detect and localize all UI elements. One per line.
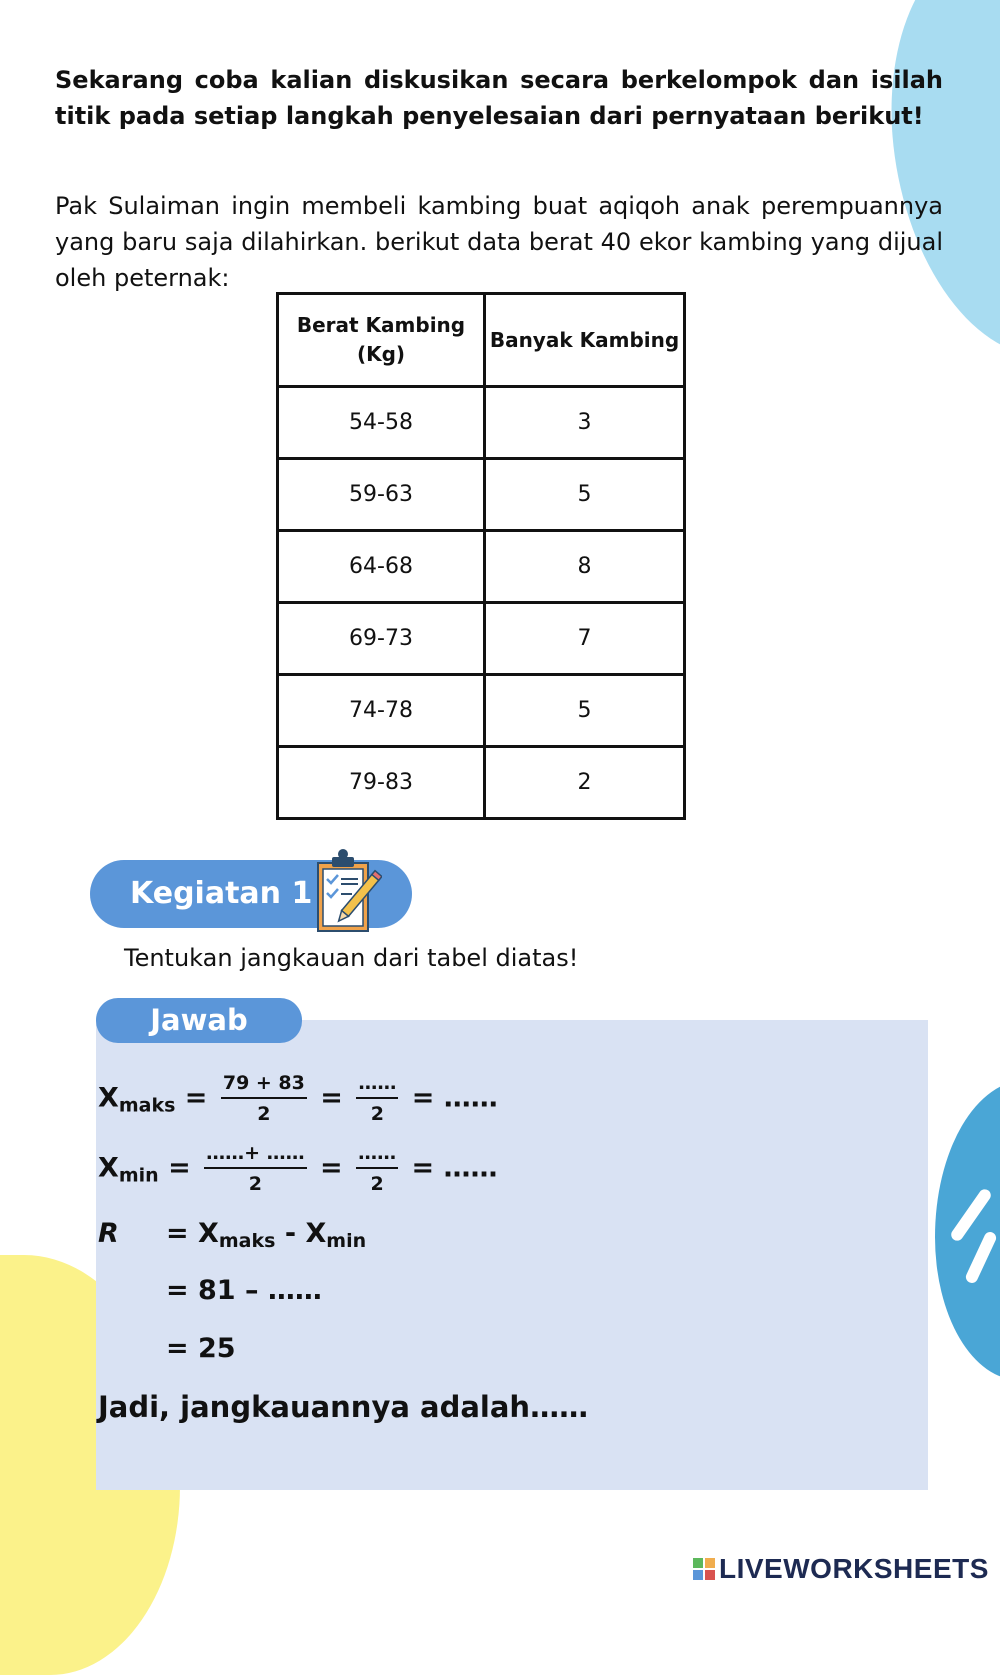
activity-label: Kegiatan 1 [130,876,313,911]
table-row [278,387,685,459]
problem-text: Pak Sulaiman ingin membeli kambing buat aqiqoh anak perempuannya yang baru saja dilahirkan. berikut data berat 40 ekor kambing yang dijual oleh peternak: [55,192,943,292]
goat-weight-table [276,292,686,820]
weight-cell: 69-73 [278,603,485,675]
table-header-row [278,294,685,387]
count-cell: 5 [485,459,685,531]
xmin-equation: $X_{min}$ = $\frac{\dots\dots+ \dots\dots}{2}$ = $\frac{\dots\dots}{2}$ = …… [98,1142,498,1195]
xmaks-blank-fraction: $\frac{\dots\dots}{2}$ [358,1072,397,1125]
decorative-blob-top-right [867,0,1000,374]
table-row [278,459,685,531]
weight-cell: 79-83 [278,747,485,819]
liveworksheets-logo-icon [693,1558,715,1580]
weight-cell: 59-63 [278,459,485,531]
weight-cell: 74-78 [278,675,485,747]
count-cell: 3 [485,387,685,459]
range-step-2[interactable]: = 81 – …… [166,1275,322,1306]
table-row [278,675,685,747]
clipboard-pencil-icon [312,845,382,935]
header-weight: Berat Kambing (Kg) [278,294,485,387]
table-row [278,747,685,819]
xmin-fraction: $\frac{\dots\dots+ \dots\dots}{2}$ [206,1142,305,1195]
weight-cell: 64-68 [278,531,485,603]
header-count: Banyak Kambing [485,294,685,387]
xmin-blank-fraction: $\frac{\dots\dots}{2}$ [358,1142,397,1195]
table-row [278,603,685,675]
table-row [278,531,685,603]
xmaks-fraction: $\frac{79 + 83}{2}$ [222,1072,305,1125]
range-formula: $R = X_{maks} - X_{min}$ [98,1218,367,1252]
count-cell: 7 [485,603,685,675]
xmaks-result-blank[interactable]: …… [443,1082,498,1114]
count-cell: 2 [485,747,685,819]
instruction-text: Sekarang coba kalian diskusikan secara berkelompok dan isilah titik pada setiap langkah penyelesaian dari pernyataan berikut! [55,66,943,130]
liveworksheets-brand: LIVEWORKSHEETS [693,1553,989,1585]
conclusion-text[interactable]: Jadi, jangkauannya adalah…… [98,1390,589,1424]
task-text: Tentukan jangkauan dari tabel diatas! [124,944,579,972]
xmaks-equation: $X_{maks}$ = $\frac{79 + 83}{2}$ = $\frac{\dots\dots}{2}$ = …… [98,1072,498,1125]
weight-cell: 54-58 [278,387,485,459]
xmin-result-blank[interactable]: …… [443,1152,498,1184]
count-cell: 8 [485,531,685,603]
count-cell: 5 [485,675,685,747]
answer-label: Jawab [96,998,302,1043]
range-step-3: = 25 [166,1333,236,1364]
